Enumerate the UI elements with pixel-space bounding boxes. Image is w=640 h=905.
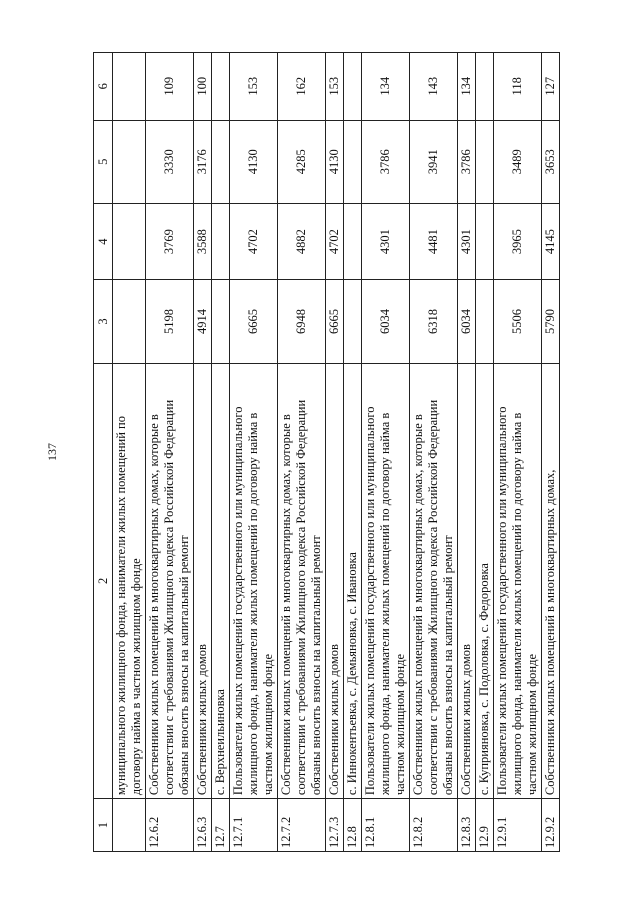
value-col-6: 134 bbox=[458, 53, 476, 121]
row-description: Собственники жилых помещений в многоквартирных домах, bbox=[542, 363, 560, 799]
row-description: Собственники жилых домов bbox=[326, 363, 344, 799]
value-col-6: 153 bbox=[230, 53, 278, 121]
value-col-6 bbox=[113, 53, 146, 121]
value-col-3: 6665 bbox=[326, 280, 344, 363]
column-header: 6 bbox=[94, 53, 113, 121]
value-col-4: 3965 bbox=[494, 203, 542, 280]
row-code: 12.8.2 bbox=[410, 799, 458, 852]
value-col-6 bbox=[344, 53, 362, 121]
row-code: 12.6.3 bbox=[194, 799, 212, 852]
value-col-5: 3330 bbox=[146, 120, 194, 203]
value-col-5: 3786 bbox=[458, 120, 476, 203]
value-col-4: 3769 bbox=[146, 203, 194, 280]
row-code: 12.7.3 bbox=[326, 799, 344, 852]
table-row bbox=[212, 53, 230, 852]
value-col-6 bbox=[212, 53, 230, 121]
tariff-table bbox=[93, 52, 560, 852]
value-col-5 bbox=[212, 120, 230, 203]
row-code: 12.7 bbox=[212, 799, 230, 852]
table-body bbox=[113, 53, 560, 852]
value-col-5: 4285 bbox=[278, 120, 326, 203]
value-col-6: 134 bbox=[362, 53, 410, 121]
value-col-4: 4301 bbox=[362, 203, 410, 280]
value-col-6: 100 bbox=[194, 53, 212, 121]
table-row bbox=[194, 53, 212, 852]
row-description: Пользователи жилых помещений государственного или муниципального жилищного фонда, наниматели жилых помещений по договору найма в частном жилищном фонде bbox=[362, 363, 410, 799]
column-header: 1 bbox=[94, 799, 113, 852]
table-row bbox=[278, 53, 326, 852]
value-col-5: 3786 bbox=[362, 120, 410, 203]
table-row bbox=[494, 53, 542, 852]
column-header: 4 bbox=[94, 203, 113, 280]
row-description: Собственники жилых помещений в многоквартирных домах, которые в соответствии с требованиями Жилищного кодекса Российской Федерации обязаны вносить взносы на капитальный ремонт bbox=[278, 363, 326, 799]
value-col-3: 5506 bbox=[494, 280, 542, 363]
column-header: 2 bbox=[94, 363, 113, 799]
row-code: 12.8.3 bbox=[458, 799, 476, 852]
table-row bbox=[344, 53, 362, 852]
row-code: 12.8 bbox=[344, 799, 362, 852]
value-col-6: 143 bbox=[410, 53, 458, 121]
value-col-4: 4145 bbox=[542, 203, 560, 280]
value-col-3: 6034 bbox=[362, 280, 410, 363]
row-description: Собственники жилых помещений в многоквартирных домах, которые в соответствии с требованиями Жилищного кодекса Российской Федерации обязаны вносить взносы на капитальный ремонт bbox=[410, 363, 458, 799]
value-col-3: 6034 bbox=[458, 280, 476, 363]
row-description: Собственники жилых помещений в многоквартирных домах, которые в соответствии с требованиями Жилищного кодекса Российской Федерации обязаны вносить взносы на капитальный ремонт bbox=[146, 363, 194, 799]
value-col-5: 3653 bbox=[542, 120, 560, 203]
row-code bbox=[113, 799, 146, 852]
row-description: с. Верхнеильиновка bbox=[212, 363, 230, 799]
column-header: 5 bbox=[94, 120, 113, 203]
value-col-5 bbox=[113, 120, 146, 203]
row-description: с. Куприяновка, с. Подоловка, с. Федоровка bbox=[476, 363, 494, 799]
value-col-6: 162 bbox=[278, 53, 326, 121]
row-description: Собственники жилых домов bbox=[458, 363, 476, 799]
row-code: 12.9.2 bbox=[542, 799, 560, 852]
row-description: муниципального жилищного фонда, наниматели жилых помещений по договору найма в частном жилищном фонде bbox=[113, 363, 146, 799]
value-col-3: 5198 bbox=[146, 280, 194, 363]
value-col-5: 3941 bbox=[410, 120, 458, 203]
page-number: 137 bbox=[45, 443, 59, 461]
table-row bbox=[476, 53, 494, 852]
value-col-3: 6948 bbox=[278, 280, 326, 363]
value-col-4 bbox=[344, 203, 362, 280]
table-row bbox=[146, 53, 194, 852]
value-col-5 bbox=[476, 120, 494, 203]
value-col-3: 6665 bbox=[230, 280, 278, 363]
table-row bbox=[542, 53, 560, 852]
value-col-4: 3588 bbox=[194, 203, 212, 280]
value-col-5 bbox=[344, 120, 362, 203]
value-col-4: 4702 bbox=[230, 203, 278, 280]
row-code: 12.8.1 bbox=[362, 799, 410, 852]
header-row bbox=[94, 53, 113, 852]
value-col-3 bbox=[344, 280, 362, 363]
value-col-4 bbox=[113, 203, 146, 280]
row-code: 12.6.2 bbox=[146, 799, 194, 852]
row-code: 12.9 bbox=[476, 799, 494, 852]
value-col-4 bbox=[212, 203, 230, 280]
row-code: 12.7.1 bbox=[230, 799, 278, 852]
column-header: 3 bbox=[94, 280, 113, 363]
value-col-3 bbox=[212, 280, 230, 363]
table-row bbox=[230, 53, 278, 852]
value-col-3 bbox=[476, 280, 494, 363]
row-code: 12.7.2 bbox=[278, 799, 326, 852]
value-col-5: 4130 bbox=[326, 120, 344, 203]
table-row bbox=[113, 53, 146, 852]
value-col-4: 4481 bbox=[410, 203, 458, 280]
table-row bbox=[410, 53, 458, 852]
value-col-4: 4882 bbox=[278, 203, 326, 280]
value-col-3: 6318 bbox=[410, 280, 458, 363]
row-description: Собственники жилых домов bbox=[194, 363, 212, 799]
value-col-5: 3176 bbox=[194, 120, 212, 203]
value-col-3 bbox=[113, 280, 146, 363]
value-col-4 bbox=[476, 203, 494, 280]
table-row bbox=[458, 53, 476, 852]
value-col-5: 4130 bbox=[230, 120, 278, 203]
value-col-5: 3489 bbox=[494, 120, 542, 203]
row-description: Пользователи жилых помещений государственного или муниципального жилищного фонда, наниматели жилых помещений по договору найма в частном жилищном фонде bbox=[494, 363, 542, 799]
table-row bbox=[362, 53, 410, 852]
rotated-table-wrapper bbox=[93, 52, 593, 852]
value-col-6 bbox=[476, 53, 494, 121]
row-description: с. Иннокентьевка, с. Демьяновка, с. Ивановка bbox=[344, 363, 362, 799]
row-code: 12.9.1 bbox=[494, 799, 542, 852]
table-row bbox=[326, 53, 344, 852]
row-description: Пользователи жилых помещений государственного или муниципального жилищного фонда, наниматели жилых помещений по договору найма в частном жилищном фонде bbox=[230, 363, 278, 799]
value-col-4: 4301 bbox=[458, 203, 476, 280]
value-col-6: 109 bbox=[146, 53, 194, 121]
value-col-3: 4914 bbox=[194, 280, 212, 363]
value-col-6: 118 bbox=[494, 53, 542, 121]
value-col-6: 127 bbox=[542, 53, 560, 121]
value-col-3: 5790 bbox=[542, 280, 560, 363]
value-col-6: 153 bbox=[326, 53, 344, 121]
value-col-4: 4702 bbox=[326, 203, 344, 280]
